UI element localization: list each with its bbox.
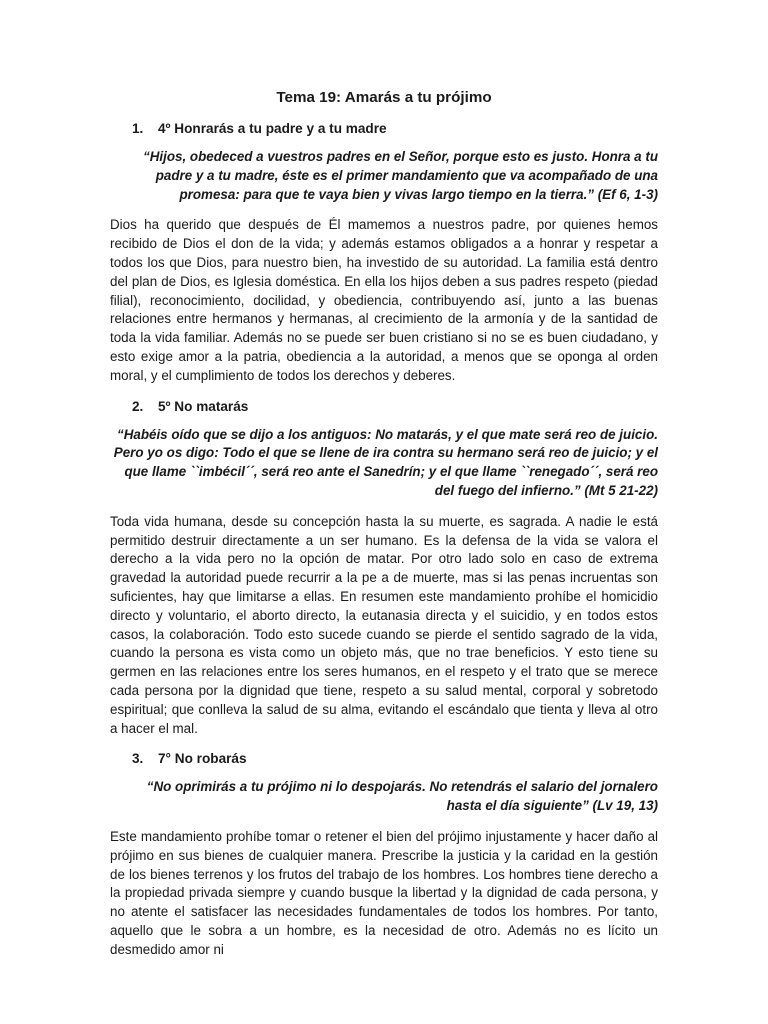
section-honor-parents (110, 120, 658, 386)
scripture-quote: “Habéis oído que se dijo a los antiguos: No matarás, y el que mate será reo de juicio. Pero yo os digo: Todo el que se llene de ira contra su hermano será reo de juicio; y el que llame ``imbécil´´, será reo ante el Sanedrín; y el que llame ``renegado´´, será reo del fuego del infierno.” (Mt 5 21-22) (113, 426, 658, 498)
section-heading (110, 398, 658, 416)
section-heading-text: 5º No matarás (158, 398, 249, 414)
section-number: 3. (132, 751, 144, 767)
section-number: 1. (132, 121, 144, 136)
section-number: 2. (132, 398, 144, 414)
page-title: Tema 19: Amarás a tu prójimo (276, 89, 492, 106)
section-do-not-steal (110, 750, 658, 959)
section-do-not-kill (110, 398, 658, 739)
body-paragraph: Dios ha querido que después de Él mamemos a nuestros padre, por quienes hemos recibido de Dios el don de la vida; y además estamos obligados a a honrar y respetar a todos los que Dios, para nuestro bien, ha investido de su autoridad. La familia está dentro del plan de Dios, es Iglesia doméstica. En ella los hijos deben a sus padres respeto (piedad filial), reconocimiento, docilidad, y obediencia, contribuyendo así, junto a las buenas relaciones entre hermanos y hermanas, al crecimiento de la armonía y de la santidad de toda la vida familiar. Además no se puede ser buen cristiano si no se es buen ciudadano, y esto exige amor a la patria, obediencia a la autoridad, a menos que se oponga al orden moral, y el cumplimiento de todos los derechos y deberes. (110, 217, 658, 383)
section-heading-text: 7° No robarás (158, 751, 247, 767)
section-heading (110, 120, 658, 138)
scripture-quote: “Hijos, obedeced a vuestros padres en el Señor, porque esto es justo. Honra a tu padre y a tu madre, éste es el primer mandamiento que va acompañado de una promesa: para que te vaya bien y vivas largo tiempo en la tierra.” (Ef 6, 1-3) (143, 149, 658, 202)
body-paragraph: Este mandamiento prohíbe tomar o retener el bien del prójimo injustamente y hacer daño al prójimo en sus bienes de cualquier manera. Prescribe la justicia y la caridad en la gestión de los bienes terrenos y los frutos del trabajo de los hombres. Los hombres tiene derecho a la propiedad privada siempre y cuando busque la libertad y la dignidad de cada persona, y no atente el satisfacer las necesidades fundamentales de todos los hombres. Por tanto, aquello que le sobra a un hombre, es la necesidad de otro. Además no es lícito un desmedido amor ni (110, 828, 658, 957)
section-heading-text: 4º Honrarás a tu padre y a tu madre (158, 121, 387, 136)
section-heading (110, 750, 658, 768)
body-paragraph: Toda vida humana, desde su concepción hasta la su muerte, es sagrada. A nadie le está permitido destruir directamente a un ser humano. Es la defensa de la vida se valora el derecho a la vida pero no la opción de matar. Por otro lado solo en caso de extrema gravedad la autoridad puede recurrir a la pe a de muerte, mas si las penas incruentas son suficientes, hay que limitarse a ellas. En resumen este mandamiento prohíbe el homicidio directo y voluntario, el aborto directo, la eutanasia directa y el suicidio, y en todos estos casos, la colaboración. Todo esto sucede cuando se pierde el sentido sagrado de la vida, cuando la persona es vista como un objeto más, que no trae beneficios. Y esto tiene su germen en las relaciones entre los seres humanos, en el respeto y el trato que se merece cada persona por la dignidad que tiene, respeto a su salud mental, corporal y sobretodo espiritual; que conlleva la salud de su alma, evitando el escándalo que tienta y lleva al otro a hacer el mal. (110, 513, 658, 736)
scripture-quote: “No oprimirás a tu prójimo ni lo despojarás. No retendrás el salario del jornalero hasta el día siguiente” (Lv 19, 13) (146, 779, 658, 814)
